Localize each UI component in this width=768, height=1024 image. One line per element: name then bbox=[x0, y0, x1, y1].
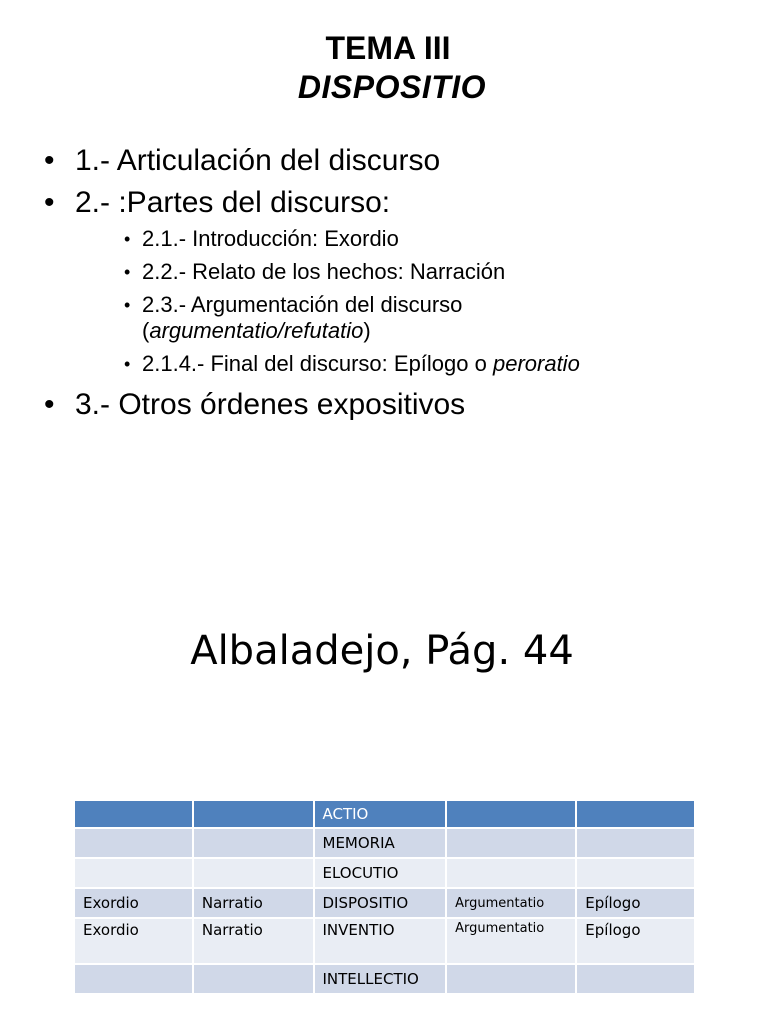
sub-item-italic: argumentatio/refutatio bbox=[149, 318, 364, 343]
table-cell bbox=[576, 964, 695, 994]
bullet-icon: • bbox=[124, 354, 131, 374]
sub-outline bbox=[44, 226, 744, 377]
table-cell bbox=[74, 858, 193, 888]
outline-item-1 bbox=[44, 140, 744, 182]
table-cell: Exordio bbox=[74, 888, 193, 918]
table-cell bbox=[446, 964, 576, 994]
bullet-icon: • bbox=[44, 144, 55, 177]
citation: Albaladejo, Pág. 44 bbox=[190, 628, 574, 674]
sub-item-text: 2.1.4.- Final del discurso: Epílogo o bbox=[142, 351, 493, 376]
table-row bbox=[74, 918, 695, 964]
table-cell bbox=[446, 828, 576, 858]
table-cell: Narratio bbox=[193, 918, 314, 964]
sub-item-2-1 bbox=[124, 226, 744, 252]
paren-open: ( bbox=[142, 318, 150, 343]
bullet-icon: • bbox=[124, 229, 131, 249]
table-cell bbox=[576, 800, 695, 828]
table-cell: ELOCUTIO bbox=[314, 858, 447, 888]
table-cell: Narratio bbox=[193, 888, 314, 918]
table-row bbox=[74, 964, 695, 994]
table-cell bbox=[74, 964, 193, 994]
bullet-icon: • bbox=[44, 186, 55, 219]
bullet-icon: • bbox=[44, 388, 55, 421]
table-cell: INTELLECTIO bbox=[314, 964, 447, 994]
outline-item-text: 1.- Articulación del discurso bbox=[75, 144, 441, 177]
table-cell bbox=[446, 858, 576, 888]
table-cell: Argumentatio bbox=[446, 918, 576, 964]
sub-item-italic: peroratio bbox=[492, 351, 580, 376]
sub-item-text: 2.3.- Argumentación del discurso bbox=[142, 292, 463, 317]
rhetoric-operations-table bbox=[73, 799, 696, 995]
sub-item-text: 2.1.- Introducción: Exordio bbox=[142, 226, 399, 251]
table-cell: Epílogo bbox=[576, 918, 695, 964]
sub-item-2-3 bbox=[124, 292, 744, 344]
table-row bbox=[74, 858, 695, 888]
table-row bbox=[74, 800, 695, 828]
table-cell bbox=[576, 828, 695, 858]
table-cell: Exordio bbox=[74, 918, 193, 964]
table-cell bbox=[193, 964, 314, 994]
bullet-icon: • bbox=[124, 262, 131, 282]
table-cell: ACTIO bbox=[314, 800, 447, 828]
table-cell: MEMORIA bbox=[314, 828, 447, 858]
table-row bbox=[74, 828, 695, 858]
table-cell bbox=[446, 800, 576, 828]
outline-item-2 bbox=[44, 182, 744, 224]
table-cell bbox=[193, 800, 314, 828]
table-cell bbox=[193, 828, 314, 858]
title-subtitle: DISPOSITIO bbox=[297, 69, 487, 105]
table-cell bbox=[74, 800, 193, 828]
paren-close: ) bbox=[363, 318, 371, 343]
slide-title bbox=[0, 28, 768, 106]
table-cell bbox=[74, 828, 193, 858]
table-cell bbox=[576, 858, 695, 888]
bullet-icon: • bbox=[124, 295, 131, 315]
title-main: TEMA III bbox=[325, 30, 451, 66]
table-cell bbox=[193, 858, 314, 888]
table-cell: INVENTIO bbox=[314, 918, 447, 964]
sub-item-2-1-4 bbox=[124, 351, 744, 377]
outline-item-text: 3.- Otros órdenes expositivos bbox=[75, 388, 466, 421]
outline-item-text: 2.- :Partes del discurso: bbox=[75, 186, 391, 219]
table-cell: Argumentatio bbox=[446, 888, 576, 918]
bullet-outline bbox=[44, 140, 744, 426]
sub-item-2-2 bbox=[124, 259, 744, 285]
sub-item-text: 2.2.- Relato de los hechos: Narración bbox=[142, 259, 506, 284]
outline-item-3 bbox=[44, 384, 744, 426]
table-cell: Epílogo bbox=[576, 888, 695, 918]
table-row bbox=[74, 888, 695, 918]
table-cell: DISPOSITIO bbox=[314, 888, 447, 918]
